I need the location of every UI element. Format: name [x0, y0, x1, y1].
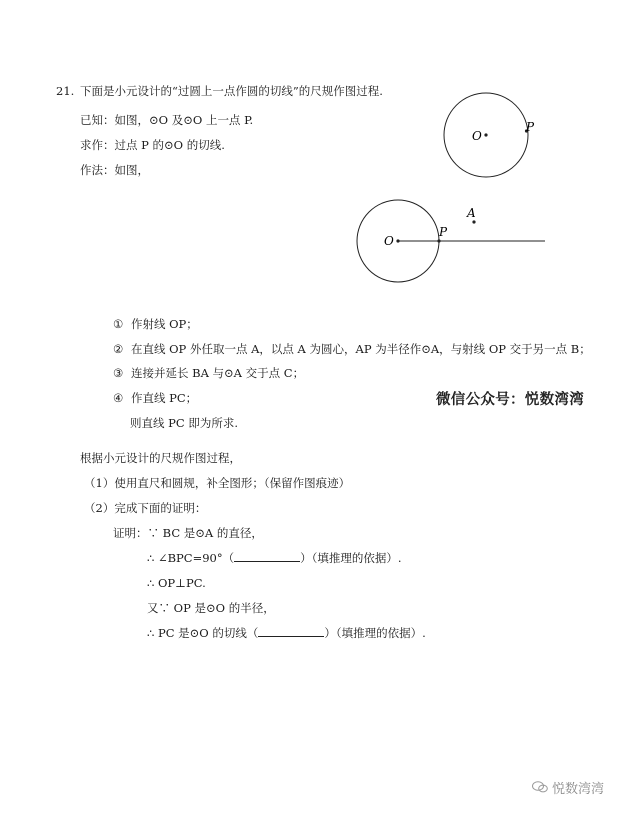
given-text: 已知：如图，⊙O 及⊙O 上一点 P. [80, 113, 254, 127]
problem-number: 21. [56, 84, 75, 98]
proof-line-2-pre: ∴ ∠BPC=90°（ [147, 551, 235, 565]
wechat-icon [532, 781, 548, 797]
proof-line-1: 证明：∵ BC 是⊙A 的直径， [113, 526, 263, 540]
footer-text: 悦数湾湾 [552, 782, 605, 797]
step-1 [113, 317, 198, 331]
problem-intro: 下面是小元设计的“过圆上一点作圆的切线”的尺规作图过程. [80, 84, 383, 98]
reason-blank-2[interactable] [258, 626, 324, 637]
step-2-num: ② [113, 342, 124, 356]
figure-circle-o [440, 85, 550, 195]
step-4-num: ④ [113, 391, 124, 405]
sub-question-1: （1）使用直尺和圆规，补全图形；（保留作图痕迹） [84, 476, 351, 490]
method-text: 作法：如图， [80, 163, 149, 177]
proof-line-3: ∴ OP⊥PC. [147, 576, 206, 590]
label-o: O [472, 129, 482, 143]
center-o2-dot [396, 239, 399, 242]
step-4-text: 作直线 PC； [130, 391, 198, 405]
question-intro: 根据小元设计的尺规作图过程， [80, 451, 241, 465]
label-p2: P [439, 225, 448, 239]
proof-line-5-post: ）（填推理的依据）. [324, 626, 426, 640]
step-3-text: 连接并延长 BA 与⊙A 交于点 C； [130, 366, 305, 380]
proof-line-5-pre: ∴ PC 是⊙O 的切线（ [147, 626, 259, 640]
footer-logo [532, 778, 604, 797]
sub-question-2: （2）完成下面的证明： [84, 501, 207, 515]
step-3-num: ③ [113, 366, 124, 380]
label-o2: O [384, 234, 394, 248]
step-1-num: ① [113, 317, 124, 331]
conclusion-text: 则直线 PC 即为所求. [130, 416, 239, 430]
step-2-text: 在直线 OP 外任取一点 A，以点 A 为圆心，AP 为半径作⊙A，与射线 OP 交于另一点 B； [130, 342, 591, 356]
center-o-dot [484, 133, 487, 136]
task-text: 求作：过点 P 的⊙O 的切线. [80, 138, 225, 152]
proof-line-5 [147, 626, 426, 640]
reason-blank-1[interactable] [234, 551, 300, 562]
proof-line-2-post: ）（填推理的依据）. [300, 551, 402, 565]
point-a-dot [472, 220, 475, 223]
proof-line-4: 又∵ OP 是⊙O 的半径， [147, 601, 275, 615]
step-1-text: 作射线 OP； [130, 317, 198, 331]
step-4 [113, 391, 197, 405]
step-3 [113, 366, 304, 380]
proof-line-2 [147, 551, 402, 565]
step-2 [113, 342, 591, 356]
point-p2-dot [437, 239, 440, 242]
label-a: A [467, 206, 476, 220]
wechat-watermark: 微信公众号：悦数湾湾 [436, 392, 584, 408]
label-p: P [526, 120, 535, 134]
figure-ray-op [350, 196, 550, 291]
